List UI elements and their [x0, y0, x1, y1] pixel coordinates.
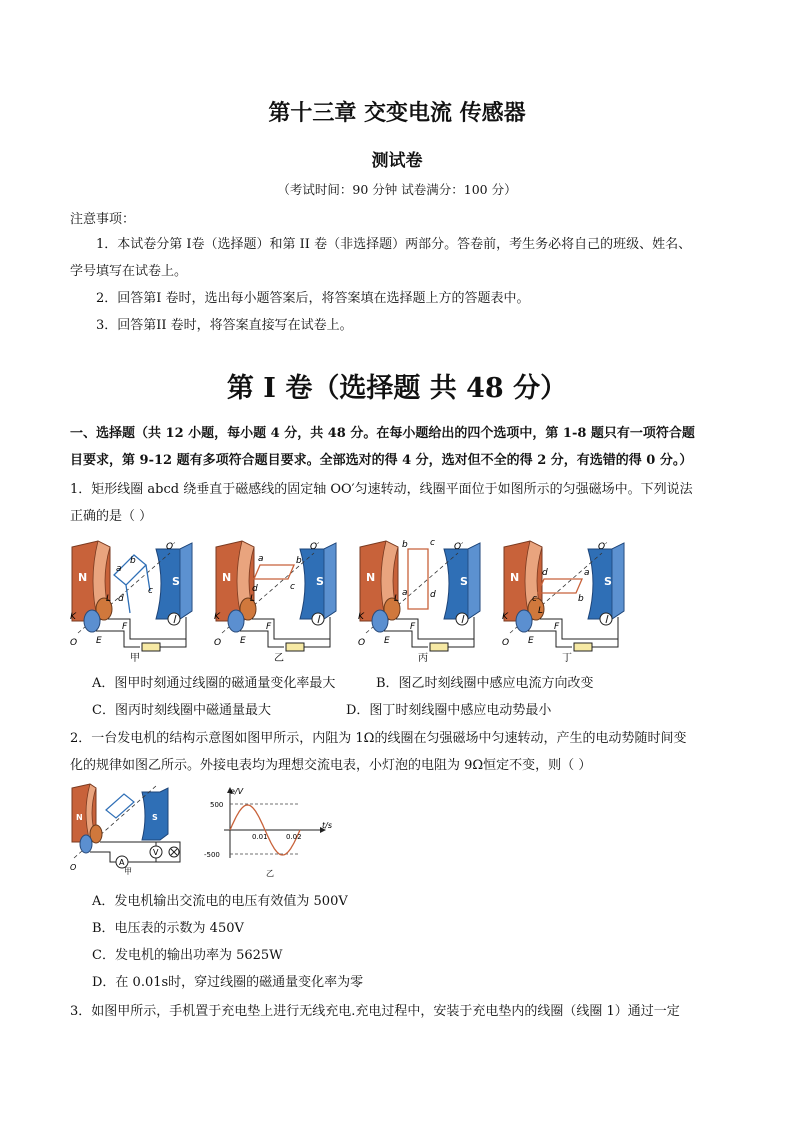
label-e: E [384, 636, 390, 646]
volume-one-title: 第 I 卷（选择题 共 48 分） [226, 373, 568, 404]
question-3-stem: 3．如图甲所示，手机置于充电垫上进行无线充电.充电过程中，安装于充电垫内的线圈（线圈 1）通过一定 [70, 1004, 680, 1019]
exam-time-info: （考试时间：90 分钟 试卷满分：100 分） [277, 182, 517, 197]
label-o: O [214, 638, 222, 648]
question-2-option-d: D．在 0.01s时，穿过线圈的磁通量变化率为零 [92, 975, 364, 990]
label-l: L [394, 594, 400, 604]
graph-y-bottom: -500 [204, 851, 220, 859]
question-1-figures [70, 535, 630, 665]
label-f: F [410, 622, 416, 632]
section-intro: 一、选择题（共 12 小题，每小题 4 分，共 48 分。在每小题给出的四个选项中，第 1-8 题只有一项符合题 [70, 426, 695, 441]
label-n: N [366, 571, 376, 584]
label-s: S [604, 575, 612, 588]
notice-item-3: 3．回答第II 卷时，将答案直接写在试卷上。 [96, 318, 353, 333]
label-o-prime: O′ [598, 542, 608, 552]
figure-caption-jia: 甲 [124, 867, 132, 876]
label-s: S [460, 575, 468, 588]
question-1-option-d: D．图丁时刻线圈中感应电动势最小 [346, 703, 552, 718]
notice-item-1-cont: 学号填写在试卷上。 [70, 264, 188, 279]
label-c: c [290, 582, 295, 592]
label-e: E [240, 636, 246, 646]
label-l: L [106, 594, 112, 604]
label-a: a [584, 568, 590, 578]
question-2-option-a: A．发电机输出交流电的电压有效值为 500V [92, 894, 348, 909]
label-k: K [70, 612, 76, 622]
figure-1-yi [214, 541, 336, 664]
label-o: O [70, 638, 78, 648]
question-2-option-c: C．发电机的输出功率为 5625W [92, 948, 283, 963]
question-2-option-b: B．电压表的示数为 450V [92, 921, 244, 936]
question-2-stem-cont: 化的规律如图乙所示。外接电表均为理想交流电表，小灯泡的电阻为 9Ω恒定不变，则（ ） [70, 758, 592, 773]
question-2-figure-jia [70, 780, 190, 876]
label-d: d [252, 584, 258, 594]
question-1-option-a: A．图甲时刻通过线圈的磁通量变化率最大 [92, 676, 336, 691]
figure-1-bing [358, 538, 480, 664]
label-e: E [528, 636, 534, 646]
notice-item-1: 1．本试卷分第 I卷（选择题）和第 II 卷（非选择题）两部分。答卷前，考生务必将自己的班级、姓名、 [96, 237, 692, 252]
test-subtitle: 测试卷 [371, 151, 423, 171]
notice-heading: 注意事项： [70, 212, 136, 227]
figure-caption-yi: 乙 [266, 869, 274, 878]
label-e: E [96, 636, 102, 646]
label-f: F [554, 622, 560, 632]
question-1-option-c: C．图丙时刻线圈中磁通量最大 [92, 703, 271, 718]
label-b: b [578, 594, 584, 604]
label-s: S [172, 575, 180, 588]
label-b: b [402, 540, 408, 550]
label-k: K [214, 612, 220, 622]
label-n: N [510, 571, 520, 584]
label-o: O [358, 638, 366, 648]
chapter-title: 第十三章 交变电流 传感器 [268, 101, 526, 126]
label-c: c [532, 594, 537, 604]
label-n: N [78, 571, 88, 584]
label-k: K [358, 612, 364, 622]
graph-y-top: 500 [210, 801, 224, 809]
label-b: b [130, 556, 136, 566]
label-d: d [430, 590, 436, 600]
label-c: c [148, 586, 153, 596]
figure-caption-yi: 乙 [274, 653, 284, 664]
label-s: S [152, 813, 158, 822]
label-n: N [222, 571, 232, 584]
section-intro-cont: 目要求，第 9-12 题有多项符合题目要求。全部选对的得 4 分，选对但不全的得 2 分，有选错的得 0 分。） [70, 453, 693, 468]
label-o-prime: O′ [454, 542, 464, 552]
label-f: F [266, 622, 272, 632]
label-b: b [296, 556, 302, 566]
graph-x-tick-2: 0.02 [286, 833, 302, 841]
figure-1-jia [70, 541, 192, 664]
label-c: c [430, 538, 435, 548]
label-o: O [502, 638, 510, 648]
figure-caption-jia: 甲 [130, 653, 140, 664]
question-2-stem: 2．一台发电机的结构示意图如图甲所示，内阻为 1Ω的线圈在匀强磁场中匀速转动，产生的电动势随时间变 [70, 731, 687, 746]
label-a: a [116, 564, 122, 574]
question-1-stem: 1．矩形线圈 abcd 绕垂直于磁感线的固定轴 OO′匀速转动，线圈平面位于如图所示的匀强磁场中。下列说法 [70, 482, 693, 497]
question-1-option-b: B．图乙时刻线圈中感应电流方向改变 [376, 676, 594, 691]
label-a: a [402, 588, 408, 598]
label-f: F [122, 622, 128, 632]
label-a: a [258, 554, 264, 564]
graph-x-tick-1: 0.01 [252, 833, 268, 841]
label-d: d [118, 594, 124, 604]
label-o-prime: O′ [310, 542, 320, 552]
label-n: N [76, 813, 83, 822]
label-s: S [316, 575, 324, 588]
voltmeter-label: V [153, 848, 159, 857]
figure-caption-bing: 丙 [418, 653, 428, 664]
ammeter-label: A [119, 858, 125, 867]
figure-1-ding [502, 541, 624, 664]
label-o: O [70, 863, 77, 872]
figure-caption-ding: 丁 [562, 653, 572, 664]
label-l: L [538, 606, 544, 616]
graph-xlabel: t/s [322, 821, 332, 830]
question-2-graph [200, 784, 340, 880]
notice-item-2: 2．回答第I 卷时，选出每小题答案后，将答案填在选择题上方的答题表中。 [96, 291, 530, 306]
graph-ylabel: e/V [230, 787, 244, 796]
label-l: L [250, 594, 256, 604]
label-d: d [542, 568, 548, 578]
label-o-prime: O′ [166, 542, 176, 552]
question-1-stem-cont: 正确的是（ ） [70, 509, 153, 524]
label-k: K [502, 612, 508, 622]
